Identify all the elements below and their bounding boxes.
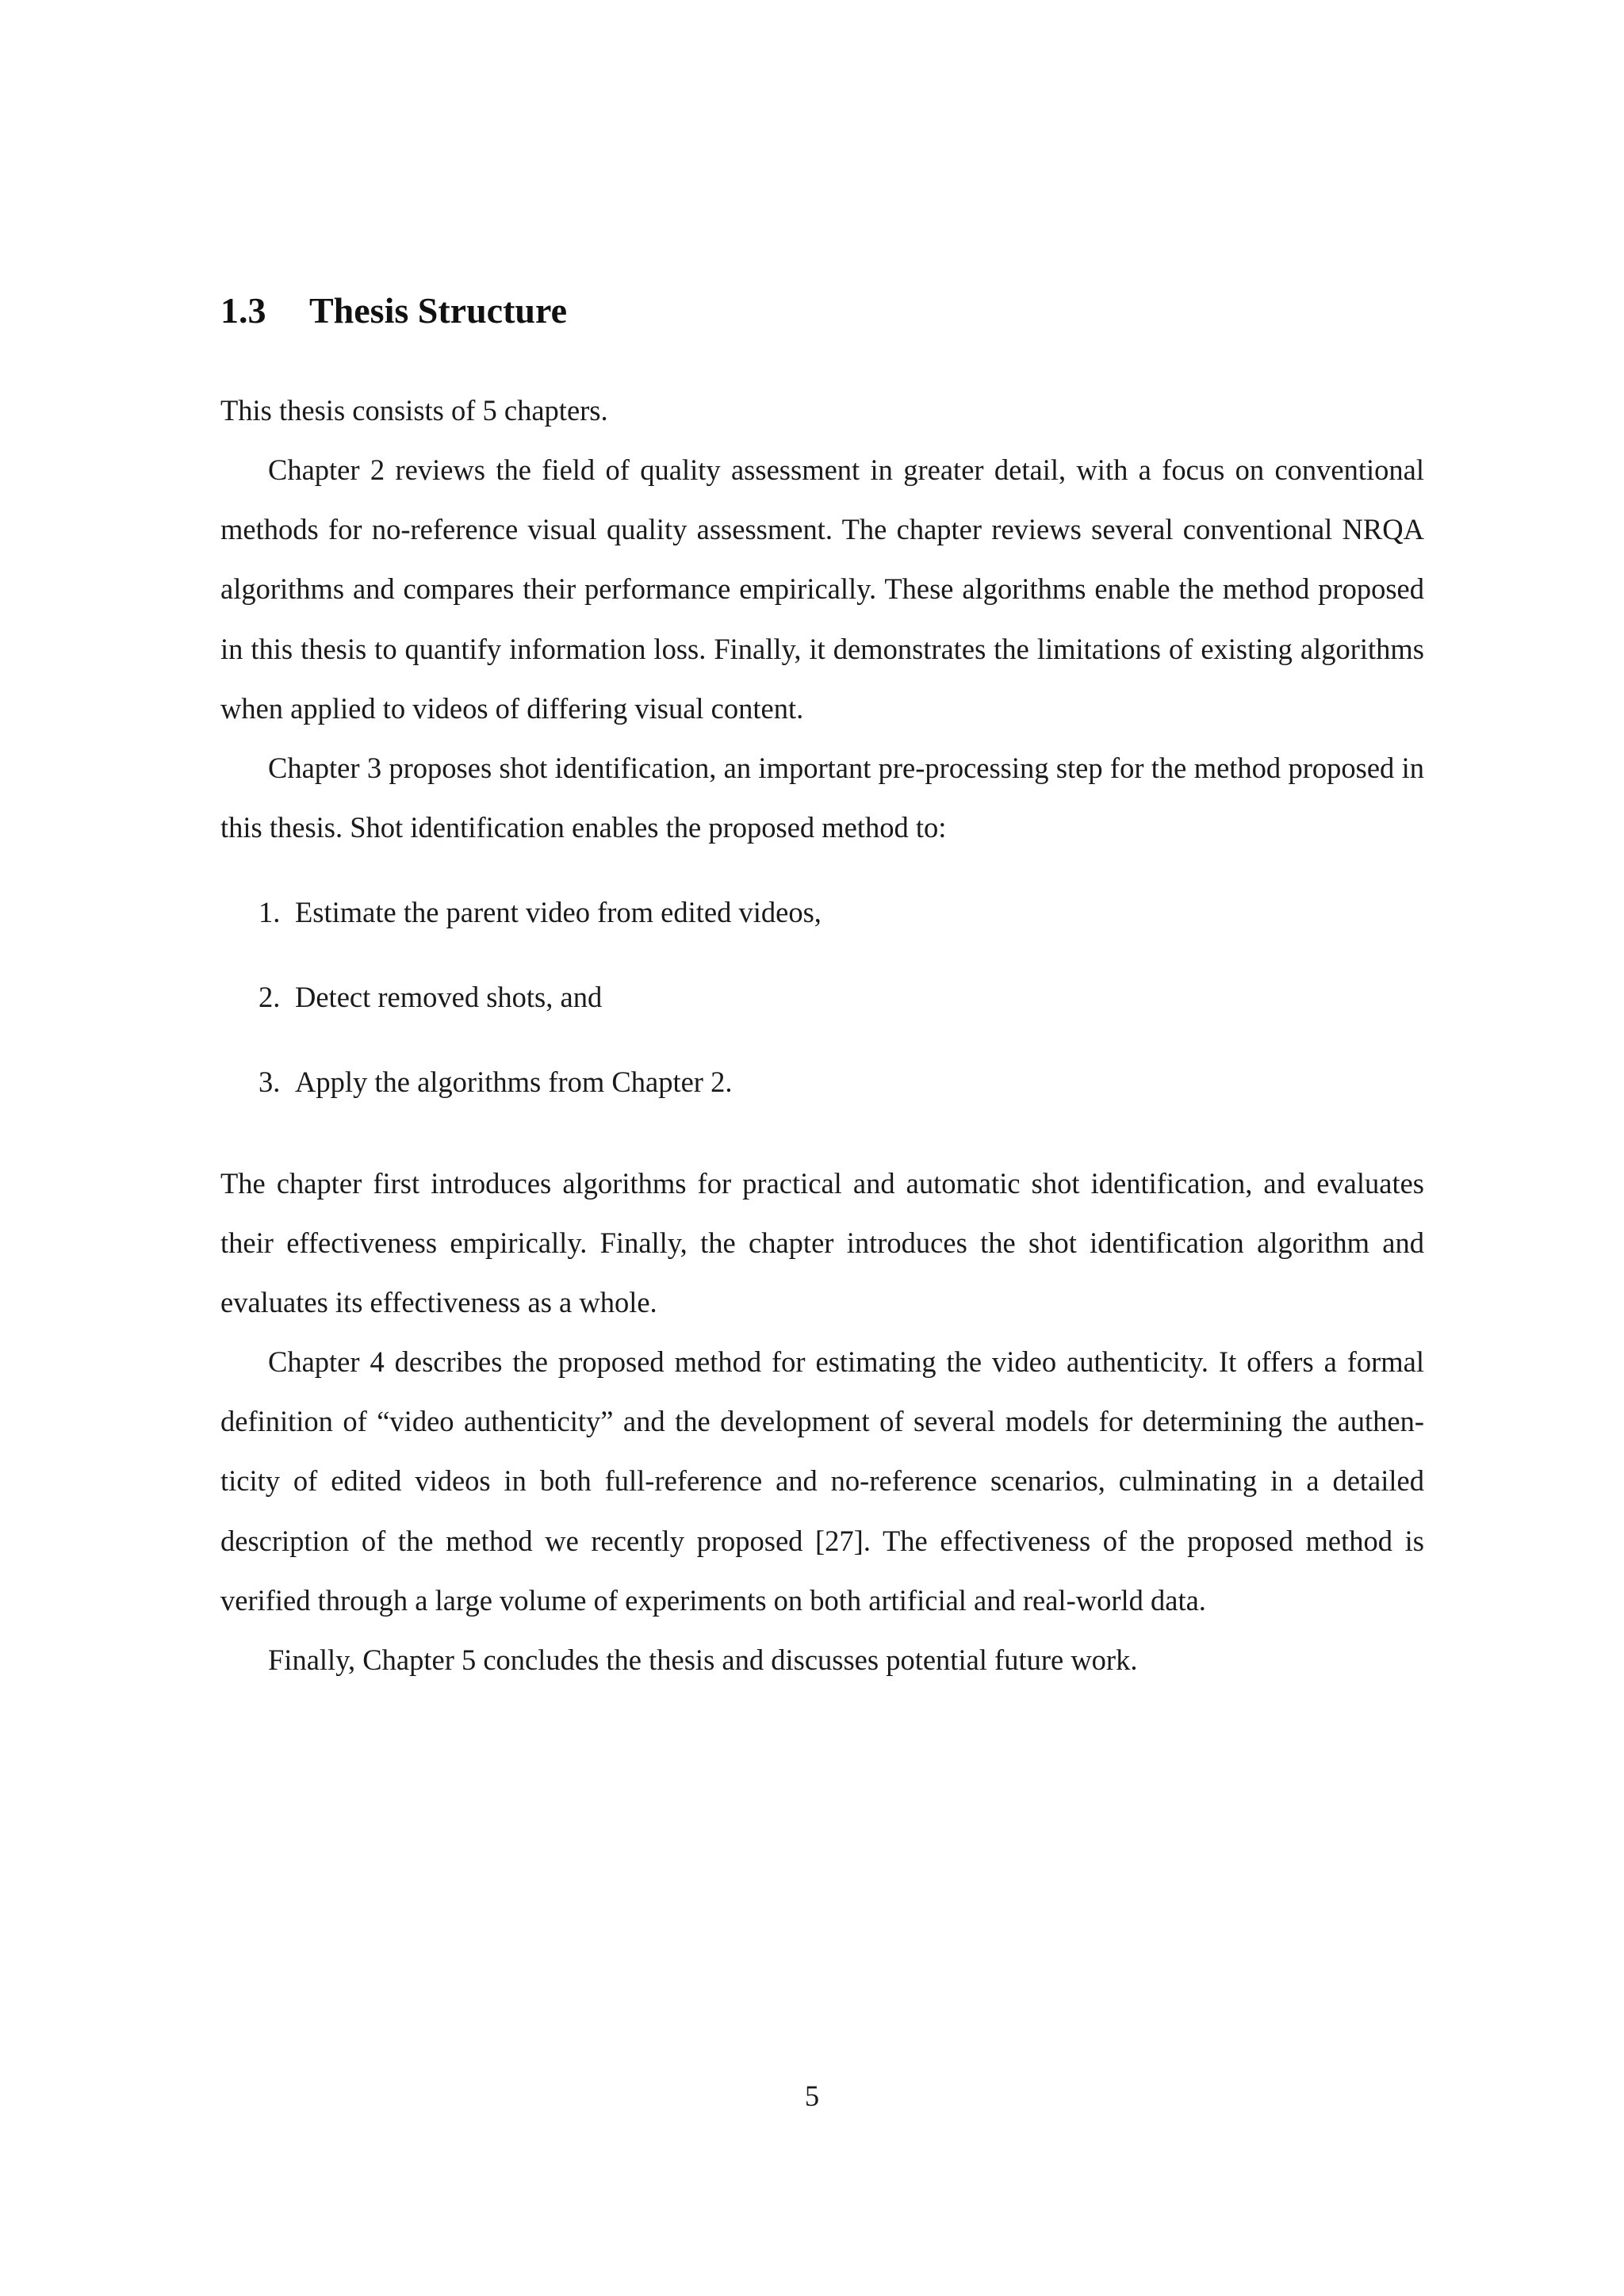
paragraph-chapter-2: Chapter 2 reviews the field of quality assessment in greater detail, with a focus on conventional methods for no-reference visual quality assessment. The chapter reviews several conventional NRQA algorithms and compares their performance empirically. These algorithms enable the method proposed in this thesis to quantify information loss. Finally, it demonstrates the limitations of existing algorithms when applied to videos of differing visual content. [220,453,1424,725]
paragraph-chapter-4: Chapter 4 describes the proposed method for estimating the video authenticity. It offers a formal definition of “video authenticity” and the development of several models for determining the authenticity of edited videos in both full-reference and no-reference scenarios, culminating in a detailed description of the method we recently proposed [27]. The effectiveness of the proposed method is verified through a large volume of experiments on both artificial and real-world data. [220,1345,1424,1617]
list-marker: 3. [259,1066,281,1098]
section-title: Thesis Structure [309,290,567,331]
enumerated-list [220,892,1424,1146]
list-item [220,977,1424,1062]
section-number: 1.3 [220,290,266,331]
list-item [220,892,1424,977]
list-item-text: Apply the algorithms from Chapter 2. [295,1066,733,1098]
paragraph-intro: This thesis consists of 5 chapters. [220,394,608,427]
paragraph-chapter-3: Chapter 3 proposes shot identification, an important pre-processing step for the method proposed in this thesis. Shot identification enables the proposed method to: [220,752,1424,844]
list-item-text: Detect removed shots, and [295,981,603,1013]
list-item-text: Estimate the parent video from edited videos, [295,896,822,928]
list-marker: 2. [259,981,281,1013]
section-heading [220,287,567,335]
paragraph-chapter-5: Finally, Chapter 5 concludes the thesis and discusses potential future work. [268,1644,1138,1676]
paragraph-after-list: The chapter first introduces algorithms for practical and automatic shot identification, and evaluates their effectiveness empirically. Finally, the chapter introduces the shot identification algorithm and evaluates its effectiveness as a whole. [220,1167,1424,1319]
page-number: 5 [804,2080,820,2112]
list-item [220,1062,1424,1146]
list-marker: 1. [259,896,281,928]
